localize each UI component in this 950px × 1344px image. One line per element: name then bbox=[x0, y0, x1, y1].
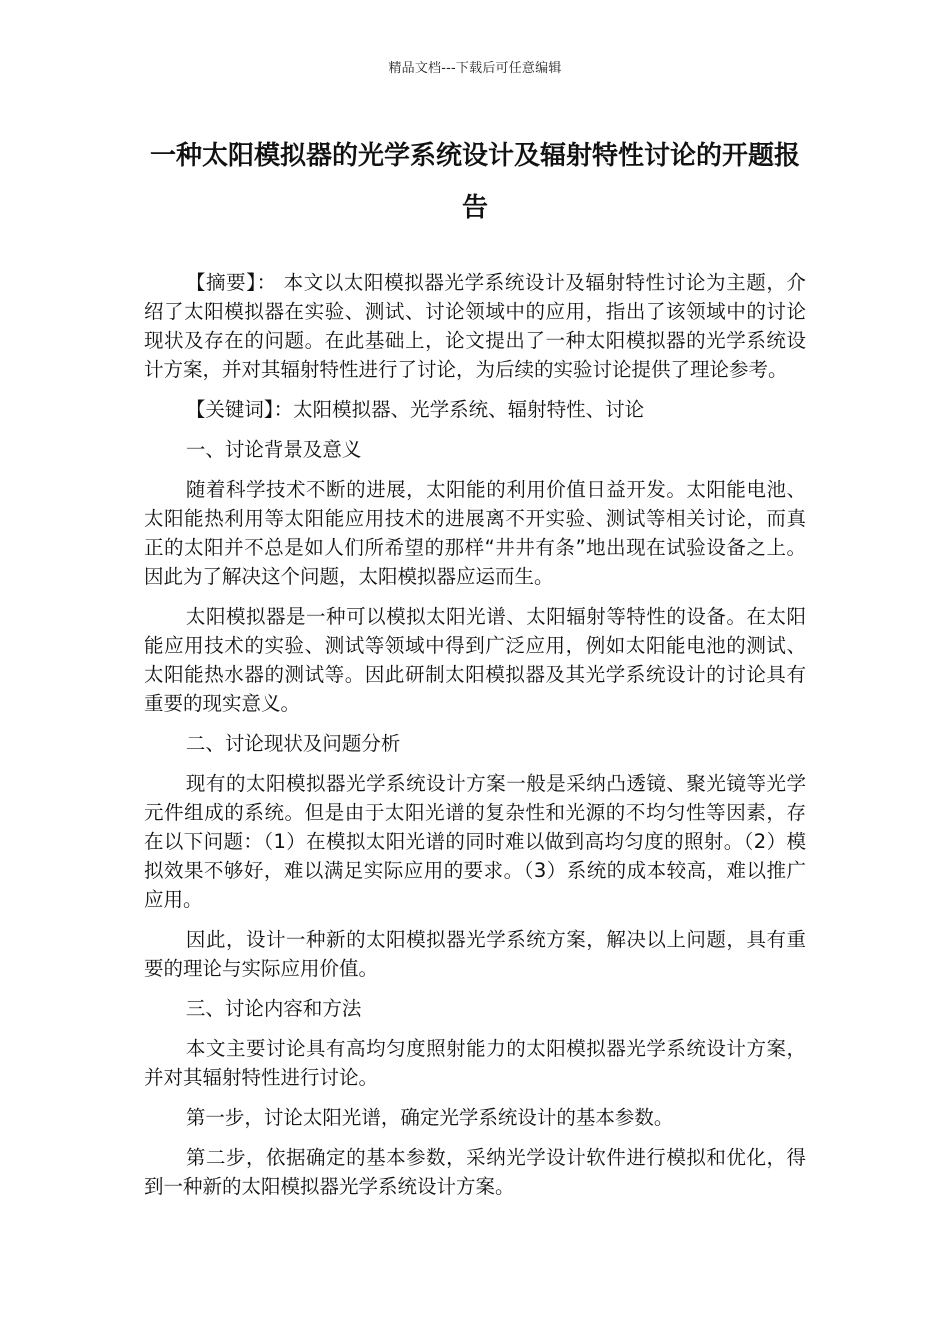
document-title: 一种太阳模拟器的光学系统设计及辐射特性讨论的开题报告 bbox=[149, 141, 800, 223]
body-paragraph: 现有的太阳模拟器光学系统设计方案一般是采纳凸透镜、聚光镜等光学元件组成的系统。但是由于太阳光谱的复杂性和光源的不均匀性等因素，存在以下问题：（1）在模拟太阳光谱的同时难以做到高均匀度的照射。（2）模拟效果不够好，难以满足实际应用的要求。（3）系统的成本较高，难以推广应用。 bbox=[144, 772, 806, 911]
body-paragraph: 本文主要讨论具有高均匀度照射能力的太阳模拟器光学系统设计方案，并对其辐射特性进行讨论。 bbox=[144, 1037, 806, 1089]
body-paragraph: 随着科学技术不断的进展，太阳能的利用价值日益开发。太阳能电池、太阳能热利用等太阳能应用技术的进展离不开实验、测试等相关讨论，而真正的太阳并不总是如人们所希望的那样“井井有条”地出现在试验设备之上。因此为了解决这个问题，太阳模拟器应运而生。 bbox=[144, 478, 806, 588]
body-paragraph: 因此，设计一种新的太阳模拟器光学系统方案，解决以上问题，具有重要的理论与实际应用价值。 bbox=[144, 928, 806, 980]
abstract-paragraph: 【摘要】： 本文以太阳模拟器光学系统设计及辐射特性讨论为主题，介绍了太阳模拟器在实验、测试、讨论领域中的应用，指出了该领域中的讨论现状及存在的问题。在此基础上，论文提出了一种太阳模拟器的光学系统设计方案，并对其辐射特性进行了讨论，为后续的实验讨论提供了理论参考。 bbox=[144, 271, 806, 381]
body-paragraph: 第二步，依据确定的基本参数，采纳光学设计软件进行模拟和优化，得到一种新的太阳模拟器光学系统设计方案。 bbox=[144, 1146, 806, 1198]
document-body bbox=[144, 268, 806, 1212]
header-note: 精品文档---下载后可任意编辑 bbox=[388, 61, 562, 76]
section-heading-background: 一、讨论背景及意义 bbox=[185, 438, 362, 461]
body-paragraph: 太阳模拟器是一种可以模拟太阳光谱、太阳辐射等特性的设备。在太阳能应用技术的实验、测试等领域中得到广泛应用，例如太阳能电池的测试、太阳能热水器的测试等。因此研制太阳模拟器及其光学系统设计的讨论具有重要的现实意义。 bbox=[144, 605, 806, 715]
body-paragraph: 第一步，讨论太阳光谱，确定光学系统设计的基本参数。 bbox=[185, 1106, 674, 1129]
keywords-paragraph: 【关键词】：太阳模拟器、光学系统、辐射特性、讨论 bbox=[185, 398, 645, 421]
section-heading-methods: 三、讨论内容和方法 bbox=[185, 997, 362, 1020]
section-heading-status: 二、讨论现状及问题分析 bbox=[185, 732, 401, 755]
